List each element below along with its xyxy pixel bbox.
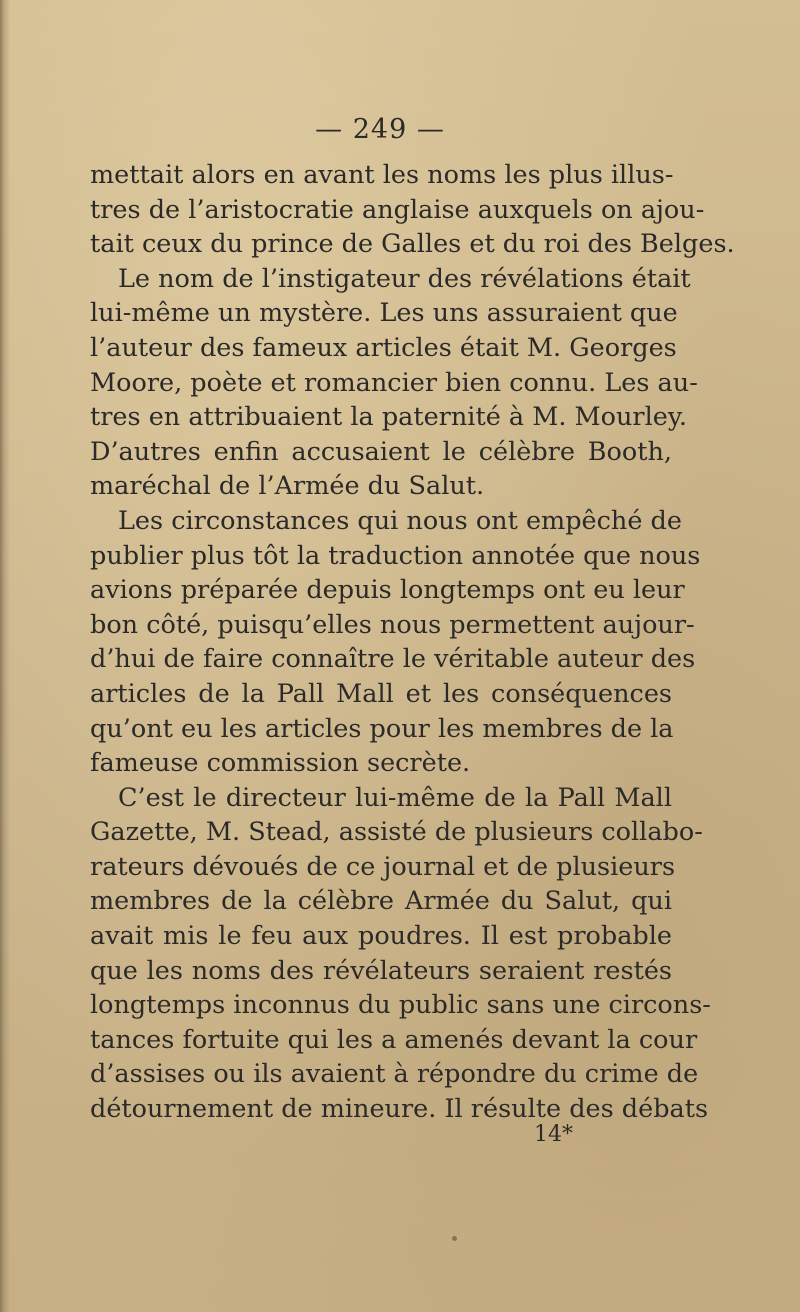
text-line: bon côté, puisqu’elles nous permettent aujour- — [90, 609, 695, 640]
text-line: maréchal de l’Armée du Salut. — [90, 471, 485, 502]
text-line: C’est le directeur lui-même de la Pall Mall — [118, 782, 672, 813]
text-line: d’assises ou ils avaient à répondre du crime de — [90, 1059, 699, 1090]
body-text — [90, 158, 735, 1127]
text-line: détournement de mineure. Il résulte des débats — [90, 1094, 709, 1125]
text-line: qu’ont eu les articles pour les membres de la — [90, 713, 674, 744]
text-line: tances fortuite qui les a amenés devant la cour — [90, 1024, 698, 1055]
text-line: publier plus tôt la traduction annotée que nous — [90, 540, 701, 571]
text-line: l’auteur des fameux articles était M. Georges — [90, 332, 677, 363]
signature-mark: 14* — [534, 1122, 573, 1147]
text-line: articles de la Pall Mall et les conséquences — [90, 678, 672, 709]
text-line: fameuse commission secrète. — [90, 748, 471, 779]
text-line: d’hui de faire connaître le véritable auteur des — [90, 644, 696, 675]
text-line: tres de l’aristocratie anglaise auxquels on ajou- — [90, 194, 705, 225]
text-line: D’autres enfin accusaient le célèbre Booth, — [90, 436, 672, 467]
text-line: avait mis le feu aux poudres. Il est probable — [90, 921, 672, 952]
text-line: lui-même un mystère. Les uns assuraient que — [90, 298, 678, 329]
text-line: que les noms des révélateurs seraient restés — [90, 955, 672, 986]
text-line: longtemps inconnus du public sans une circons- — [90, 990, 711, 1021]
text-line: tres en attribuaient la paternité à M. Mourley. — [90, 402, 687, 433]
text-line: tait ceux du prince de Galles et du roi des Belges. — [90, 229, 735, 260]
text-line: mettait alors en avant les noms les plus illus- — [90, 160, 674, 190]
text-line: membres de la célèbre Armée du Salut, qui — [90, 886, 672, 917]
text-line: Les circonstances qui nous ont empêché de — [118, 505, 682, 536]
text-line: Le nom de l’instigateur des révélations était — [118, 263, 691, 294]
text-line: Moore, poète et romancier bien connu. Les au- — [90, 367, 698, 398]
text-line: avions préparée depuis longtemps ont eu leur — [90, 575, 685, 606]
text-line: rateurs dévoués de ce journal et de plusieurs — [90, 851, 676, 882]
page-edge-shadow — [0, 0, 10, 1312]
page-number: — 249 — — [315, 114, 445, 145]
paper-speck — [452, 1236, 457, 1241]
text-line: Gazette, M. Stead, assisté de plusieurs collabo- — [90, 817, 703, 848]
